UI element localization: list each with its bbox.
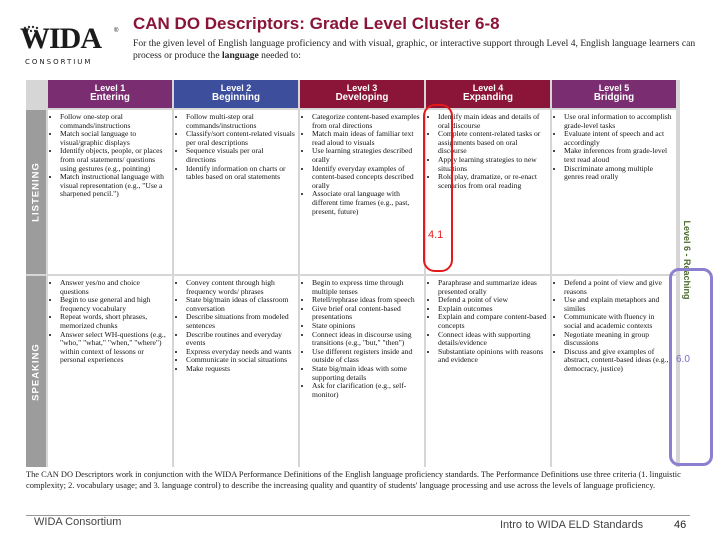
descriptor-item: • Begin to express time through multiple tenses: [312, 279, 421, 296]
descriptor-item: • Give brief oral content-based presentations: [312, 305, 421, 322]
descriptor-item: • Communicate in social situations: [186, 356, 295, 365]
footer-right: Intro to WIDA ELD Standards: [500, 519, 644, 531]
descriptor-item: • Negotiate meaning in group discussions: [564, 331, 673, 348]
descriptor-item: • Describe situations from modeled sentences: [186, 313, 295, 330]
footer-divider: [26, 515, 690, 516]
cell-listening-level2: [174, 110, 298, 274]
descriptor-item: • Retell/rephrase ideas from speech: [312, 296, 421, 305]
descriptor-item: • Sequence visuals per oral directions: [186, 147, 295, 164]
descriptor-item: • Identify everyday examples of content-based concepts described orally: [312, 165, 421, 191]
domain-speaking: [26, 276, 46, 467]
descriptor-item: • Identify objects, people, or places from oral statements/ questions using gestures (e.g., pointing): [60, 147, 169, 173]
level-name: Expanding: [462, 92, 514, 103]
cell-listening-level3: [300, 110, 424, 274]
descriptor-item: • Evaluate intent of speech and act accordingly: [564, 130, 673, 147]
descriptor-item: • Defend a point of view and give reasons: [564, 279, 673, 296]
level-number: Level 3: [346, 83, 378, 93]
logo-subtext: CONSORTIUM: [25, 58, 93, 66]
footnote: The CAN DO Descriptors work in conjunction with the WIDA Performance Definitions of the English language proficiency standards. The Performance Definitions use three criteria (1. linguistic complexity; 2. vocabulary usage; and 3. language control) to describe the increasing quality and quantity of students' language processing and use across the levels of language proficiency.: [26, 470, 681, 490]
descriptor-item: • Categorize content-based examples from oral directions: [312, 113, 421, 130]
page-title: CAN DO Descriptors: Grade Level Cluster 6-8: [133, 14, 500, 33]
descriptor-item: • Answer yes/no and choice questions: [60, 279, 169, 296]
descriptor-item: • Classify/sort content-related visuals per oral descriptions: [186, 130, 295, 147]
cell-speaking-level1: [48, 276, 172, 467]
level-number: Level 4: [472, 83, 504, 93]
descriptor-item: • State opinions: [312, 322, 421, 331]
footer-left: WIDA Consortium: [34, 516, 122, 528]
level-name: Entering: [90, 92, 130, 103]
descriptor-item: • Answer select WH-questions (e.g., "who," "what," "when," "where") within context of lessons or personal experiences: [60, 331, 169, 365]
descriptor-item: • Complete content-related tasks or assignments based on oral discourse: [438, 130, 547, 156]
domain-listening: [26, 110, 46, 274]
logo-mark: ®: [114, 28, 119, 34]
level-name: Beginning: [212, 92, 260, 103]
descriptor-item: • Use different registers inside and outside of class: [312, 348, 421, 365]
descriptor-item: • Associate oral language with different time frames (e.g., past, present, future): [312, 190, 421, 216]
level-header-5: [552, 80, 676, 108]
descriptor-item: • Use learning strategies described orally: [312, 147, 421, 164]
level60-annotation: 6.0: [676, 354, 690, 365]
descriptor-item: • Role play, dramatize, or re-enact scenarios from oral reading: [438, 173, 547, 190]
level6-highlight: [669, 268, 713, 466]
cell-speaking-level5: [552, 276, 676, 467]
descriptor-item: • Convey content through high frequency words/ phrases: [186, 279, 295, 296]
cell-speaking-level3: [300, 276, 424, 467]
descriptor-item: • Describe routines and everyday events: [186, 331, 295, 348]
level4-highlight: [423, 104, 453, 272]
level-header-3: [300, 80, 424, 108]
level-header-2: [174, 80, 298, 108]
descriptor-item: • Paraphrase and summarize ideas presented orally: [438, 279, 547, 296]
descriptor-item: • Use and explain metaphors and similes: [564, 296, 673, 313]
descriptor-item: • Use oral information to accomplish grade-level tasks: [564, 113, 673, 130]
cell-speaking-level4: [426, 276, 550, 467]
descriptor-item: • Identify information on charts or tables based on oral statements: [186, 165, 295, 182]
descriptor-item: • Express everyday needs and wants: [186, 348, 295, 357]
descriptor-item: • State big/main ideas of classroom conversation: [186, 296, 295, 313]
descriptor-item: • State big/main ideas with some supporting details: [312, 365, 421, 382]
level6-label: Level 6 - Reaching: [682, 220, 692, 300]
descriptor-item: • Substantiate opinions with reasons and evidence: [438, 348, 547, 365]
descriptor-item: • Identify main ideas and details of oral discourse: [438, 113, 547, 130]
descriptor-item: • Ask for clarification (e.g., self-monitor): [312, 382, 421, 399]
wida-logo: [20, 18, 120, 68]
level-number: Level 5: [598, 83, 630, 93]
level-name: Developing: [335, 92, 389, 103]
descriptor-item: • Begin to use general and high frequency vocabulary: [60, 296, 169, 313]
descriptor-item: • Apply learning strategies to new situations: [438, 156, 547, 173]
logo-wordmark: WIDA: [20, 22, 102, 55]
level-header-1: [48, 80, 172, 108]
descriptor-item: • Explain outcomes: [438, 305, 547, 314]
level-number: Level 2: [220, 83, 252, 93]
descriptor-item: • Make requests: [186, 365, 295, 374]
level-name: Bridging: [593, 92, 635, 103]
descriptor-item: • Discriminate among multiple genres read orally: [564, 165, 673, 182]
descriptor-item: • Follow multi-step oral commands/instructions: [186, 113, 295, 130]
cell-listening-level5: [552, 110, 676, 274]
domain-label: LISTENING: [30, 162, 42, 222]
descriptor-item: • Explain and compare content-based concepts: [438, 313, 547, 330]
domain-label: SPEAKING: [30, 342, 42, 401]
descriptor-item: • Match social language to visual/graphic displays: [60, 130, 169, 147]
cell-listening-level1: [48, 110, 172, 274]
cell-speaking-level2: [174, 276, 298, 467]
descriptor-item: • Make inferences from grade-level text read aloud: [564, 147, 673, 164]
descriptor-item: • Discuss and give examples of abstract, content-based ideas (e.g., democracy, justice): [564, 348, 673, 374]
descriptor-item: • Match instructional language with visual representation (e.g., "Use a sharpened pencil."): [60, 173, 169, 199]
level41-annotation: 4.1: [428, 229, 444, 241]
descriptor-item: • Connect ideas with supporting details/evidence: [438, 331, 547, 348]
descriptor-item: • Connect ideas in discourse using transitions (e.g., "but," "then"): [312, 331, 421, 348]
page-number: 46: [674, 519, 687, 531]
page-subtitle: For the given level of English language proficiency and with visual, graphic, or interactive support through Level 4, English language learners can process or produce the language needed to:: [133, 38, 696, 61]
descriptor-item: • Communicate with fluency in social and academic contexts: [564, 313, 673, 330]
descriptor-item: • Repeat words, short phrases, memorized chunks: [60, 313, 169, 330]
level-number: Level 1: [94, 83, 126, 93]
descriptor-item: • Match main ideas of familiar text read aloud to visuals: [312, 130, 421, 147]
can-do-table: [26, 80, 694, 467]
descriptor-item: • Defend a point of view: [438, 296, 547, 305]
descriptor-item: • Follow one-step oral commands/instructions: [60, 113, 169, 130]
